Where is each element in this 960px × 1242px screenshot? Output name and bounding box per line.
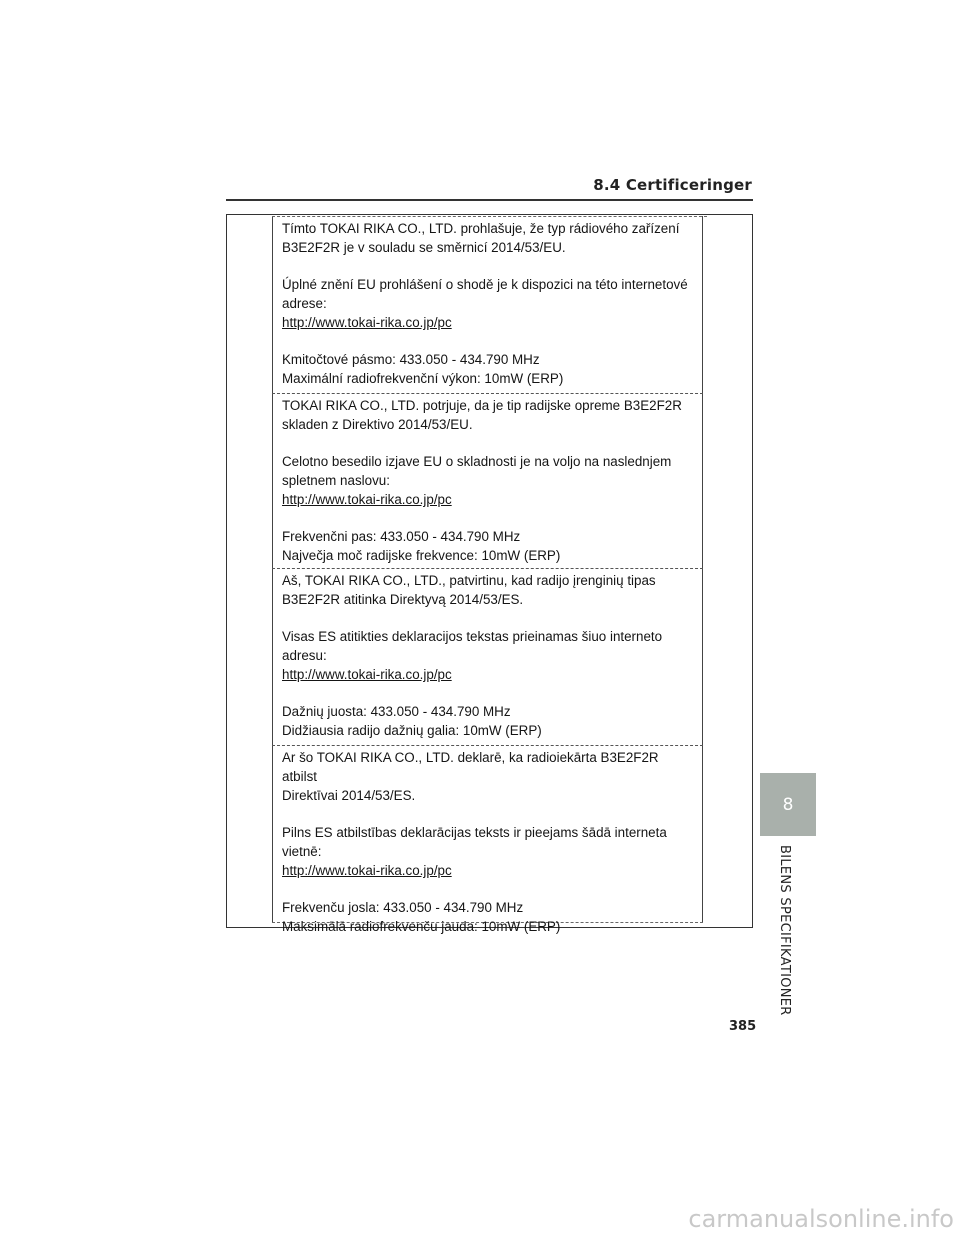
declaration-text-line: Aš, TOKAI RIKA CO., LTD., patvirtinu, kad radijo įrenginių tipas — [282, 573, 656, 588]
declaration-text-line: adresu: — [282, 648, 327, 663]
chapter-number: 8 — [782, 794, 794, 815]
declaration-text-line: Ar šo TOKAI RIKA CO., LTD. deklarē, ka radioiekārta B3E2F2R atbilst — [282, 750, 659, 784]
section-divider — [272, 745, 703, 746]
max-power-text: Največja moč radijske frekvence: 10mW (ERP) — [282, 548, 561, 563]
declaration-text-line: Pilns ES atbilstības deklarācijas teksts ir pieejams šādā interneta — [282, 825, 667, 840]
frequency-band-text: Frekvenču josla: 433.050 - 434.790 MHz — [282, 900, 524, 915]
declaration-czech — [282, 219, 692, 388]
declaration-text-line: Celotno besedilo izjave EU o skladnosti je na voljo na naslednjem — [282, 454, 672, 469]
declaration-text-line: Úplné znění EU prohlášení o shodě je k dispozici na této internetové — [282, 277, 688, 292]
frequency-band-text: Dažnių juosta: 433.050 - 434.790 MHz — [282, 704, 511, 719]
declaration-link[interactable]: http://www.tokai-rika.co.jp/pc — [282, 667, 452, 682]
section-divider — [272, 393, 703, 394]
declaration-link[interactable]: http://www.tokai-rika.co.jp/pc — [282, 492, 452, 507]
frequency-band-text: Kmitočtové pásmo: 433.050 - 434.790 MHz — [282, 352, 540, 367]
max-power-text: Maksimālā radiofrekvenču jauda: 10mW (ERP) — [282, 919, 561, 934]
declaration-text-line: Visas ES atitikties deklaracijos tekstas prieinamas šiuo interneto — [282, 629, 663, 644]
declaration-text-line: skladen z Direktivo 2014/53/EU. — [282, 417, 473, 432]
declaration-text-line: B3E2F2R atitinka Direktyvą 2014/53/ES. — [282, 592, 524, 607]
section-title: 8.4 Certificeringer — [593, 176, 752, 194]
declaration-text-line: adrese: — [282, 296, 327, 311]
declaration-text-line: TOKAI RIKA CO., LTD. potrjuje, da je tip radijske opreme B3E2F2R — [282, 398, 682, 413]
declaration-link[interactable]: http://www.tokai-rika.co.jp/pc — [282, 315, 452, 330]
chapter-label: BILENS SPECIFIKATIONER — [777, 845, 792, 1016]
watermark: carmanualsonline.info — [688, 1205, 954, 1233]
section-divider — [272, 568, 703, 569]
declaration-lithuanian — [282, 571, 692, 740]
max-power-text: Maximální radiofrekvenční výkon: 10mW (ERP) — [282, 371, 564, 386]
max-power-text: Didžiausia radijo dažnių galia: 10mW (ERP) — [282, 723, 542, 738]
declaration-slovenian — [282, 396, 692, 565]
declaration-latvian — [282, 748, 692, 936]
declaration-text-line: Direktīvai 2014/53/ES. — [282, 788, 416, 803]
declaration-text-line: Tímto TOKAI RIKA CO., LTD. prohlašuje, že typ rádiového zařízení — [282, 221, 680, 236]
chapter-tab[interactable] — [760, 773, 816, 836]
inner-frame-top — [272, 216, 707, 217]
declaration-text-line: B3E2F2R je v souladu se směrnicí 2014/53/EU. — [282, 240, 566, 255]
page-number: 385 — [729, 1019, 757, 1034]
declaration-link[interactable]: http://www.tokai-rika.co.jp/pc — [282, 863, 452, 878]
declaration-text-line: spletnem naslovu: — [282, 473, 390, 488]
declaration-text-line: vietnē: — [282, 844, 322, 859]
header-rule — [226, 199, 753, 201]
frequency-band-text: Frekvenčni pas: 433.050 - 434.790 MHz — [282, 529, 521, 544]
